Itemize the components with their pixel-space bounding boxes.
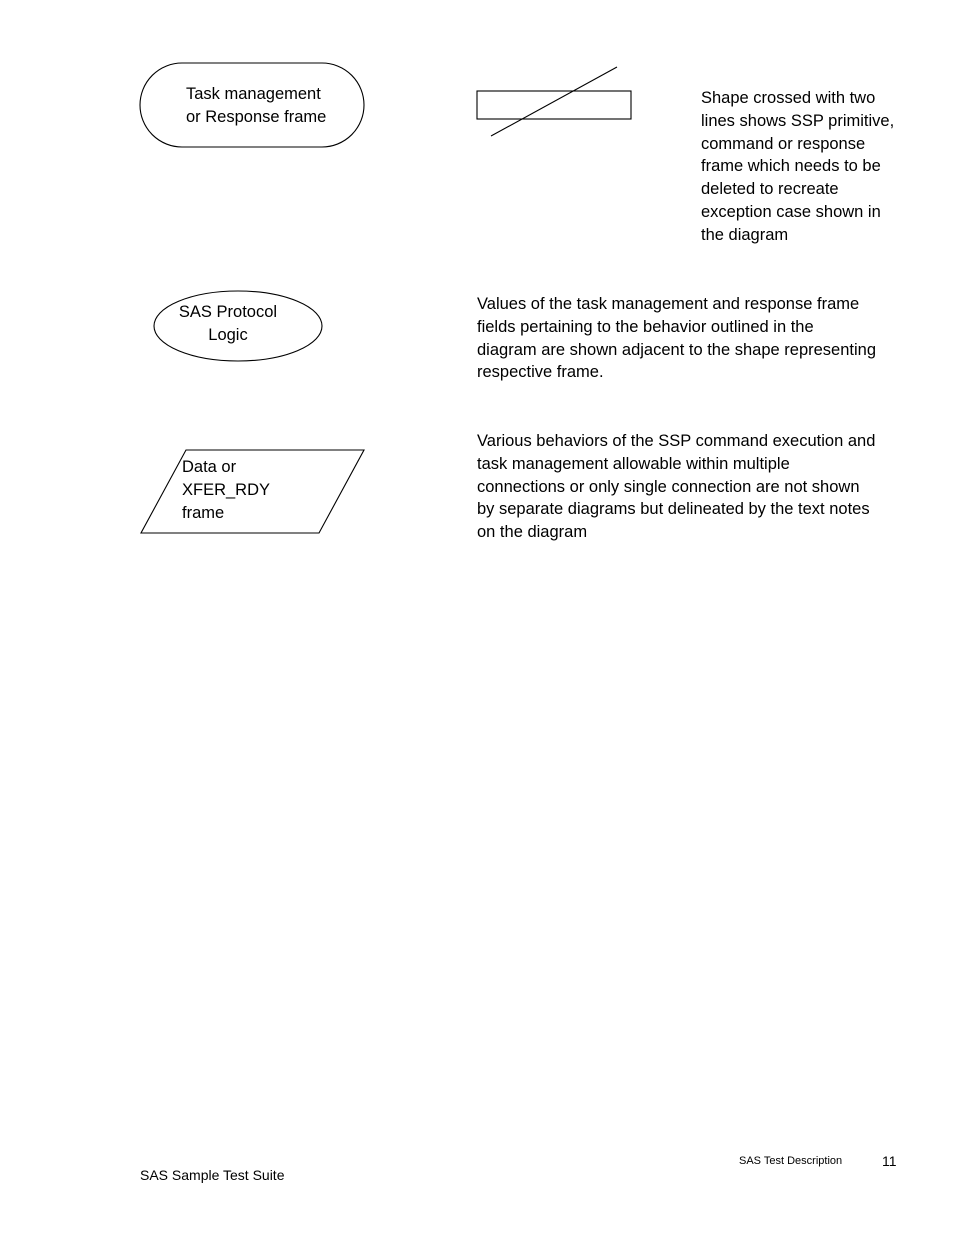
data-frame-label: Data or XFER_RDY frame (182, 458, 271, 522)
footer-suite-name: SAS Sample Test Suite (140, 1167, 285, 1183)
crossed-rectangle-shape (477, 91, 631, 119)
field-values-note: Values of the task management and response frame fields pertaining to the behavior outlined in the diagram are shown adjacent to the shape representing respective frame. (477, 295, 877, 382)
protocol-logic-label: SAS Protocol Logic (178, 303, 278, 344)
terminator-label: Task management or Response frame (186, 85, 327, 126)
cross-line (491, 67, 617, 136)
behaviors-note: Various behaviors of the SSP command execution and task management allowable within multiple connections or only single connection are not shown by separate diagrams but delineated by the text notes on the diagram (477, 432, 876, 542)
page-number: 11 (882, 1153, 897, 1169)
footer-doc-title: SAS Test Description (739, 1155, 843, 1167)
crossed-shape-note: Shape crossed with two lines shows SSP primitive, command or response frame which needs to be deleted to recreate exception case shown in the diagram (701, 89, 895, 244)
